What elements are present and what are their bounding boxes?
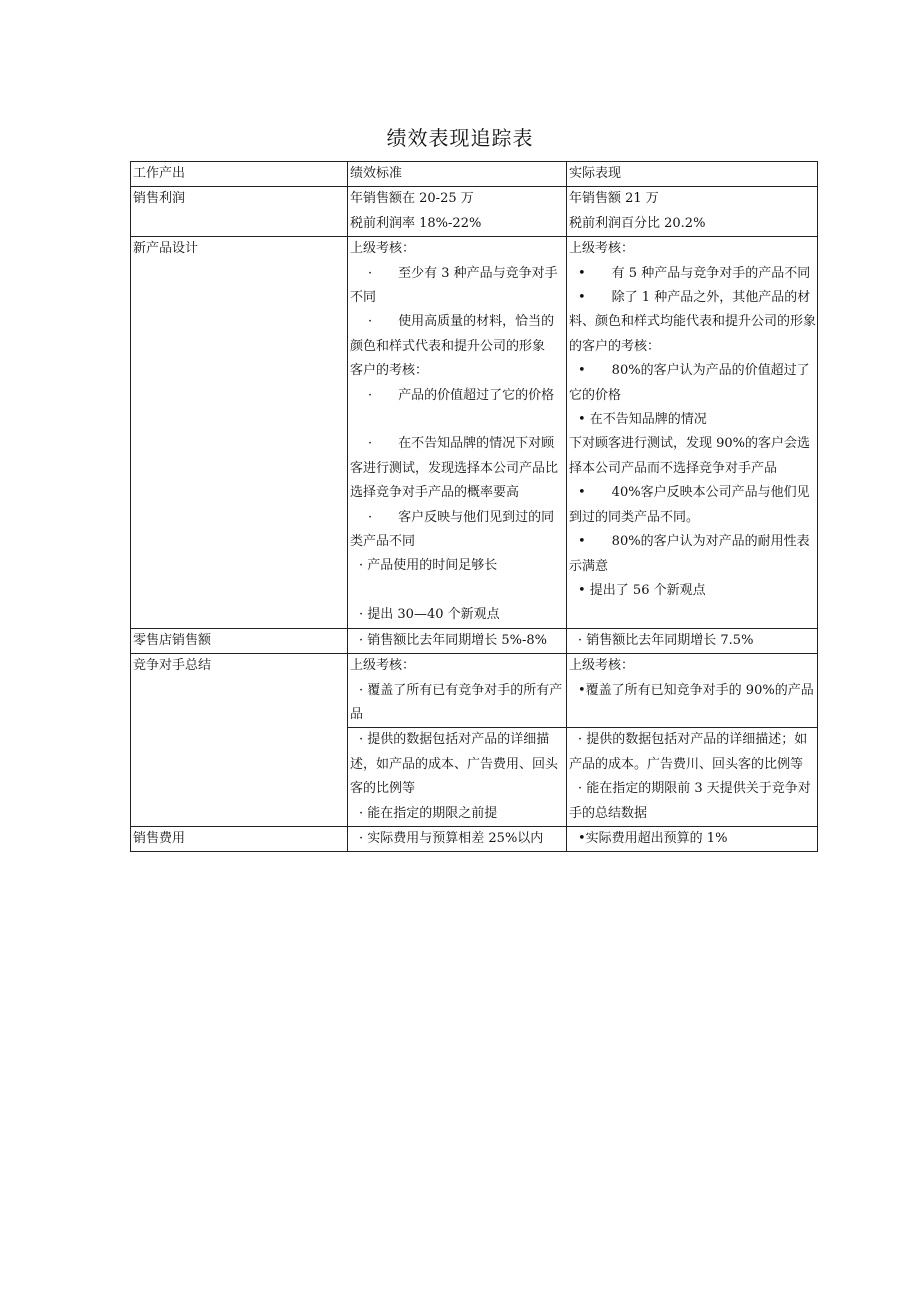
standard-bullet: · 使用高质量的材料，恰当的颜色和样式代表和提升公司的形象 (350, 314, 555, 354)
table-row-expense (131, 826, 818, 851)
actual-heading: 上级考核： (569, 658, 635, 674)
actual-bullet: • 有 5 种产品与竞争对手的产品不同 (578, 265, 811, 281)
standard-bullet: · 提出 30—40 个新观点 (359, 607, 500, 623)
standard-bullet: · 覆盖了所有已有竞争对手的所有产品 (350, 682, 563, 722)
actual-bullet: • 除了 1 种产品之外，其他产品的材料、颜色和样式均能代表和提升公司的形象的客户的考核： (569, 290, 817, 354)
standard-line: 年销售额在 20-25 万 (350, 191, 474, 207)
actual-line: 年销售额 21 万 (569, 191, 659, 207)
table-header-row (131, 162, 818, 187)
actual-line: 税前利润百分比 20.2% (569, 215, 706, 231)
standard-bullet: · 能在指定的期限之前提 (359, 805, 498, 821)
standard-heading: 上级考核： (350, 241, 416, 257)
actual-bullet: • 提出了 56 个新观点 (578, 582, 706, 598)
header-standard: 绩效标准 (348, 162, 567, 187)
cell-actual-competitor-b (567, 728, 818, 827)
actual-bullet: · 销售额比去年同期增长 7.5% (578, 632, 754, 648)
table-row-retail (131, 628, 818, 653)
cell-output-competitor: 竞争对手总结 (131, 654, 348, 827)
cell-actual-profit (567, 187, 818, 237)
table-row-design (131, 237, 818, 628)
cell-actual-design (567, 237, 818, 628)
performance-table (130, 161, 818, 852)
actual-bullet: · 提供的数据包括对产品的详细描述；如产品的成本。广告费川、回头客的比例等 (569, 732, 808, 772)
page-title: 绩效表现追踪表 (386, 126, 534, 150)
cell-actual-competitor-a (567, 654, 818, 728)
actual-text: 下对顾客进行测试，发现 90%的客户会选择本公司产品而不选择竞争对手产品 (569, 436, 811, 476)
standard-line: 税前利润率 18%-22% (350, 215, 482, 231)
cell-actual-expense (567, 826, 818, 851)
standard-heading: 上级考核： (350, 658, 416, 674)
spacer (350, 579, 565, 603)
cell-output-expense: 销售费用 (131, 826, 348, 851)
standard-bullet: · 至少有 3 种产品与竞争对手不同 (350, 265, 558, 306)
cell-standard-retail (348, 628, 567, 653)
actual-bullet: • 80%的客户认为产品的价值超过了它的价格 (569, 363, 810, 403)
actual-bullet: •实际费用超出预算的 1% (578, 830, 728, 846)
standard-bullet: · 客户反映与他们见到过的同类产品不同 (350, 509, 555, 550)
standard-bullet: · 产品的价值超过了它的价格 (368, 387, 555, 403)
cell-standard-expense (348, 826, 567, 851)
cell-actual-retail (567, 628, 818, 653)
table-row-competitor (131, 654, 818, 728)
standard-bullet: · 提供的数据包括对产品的详细描述，如产品的成本、广告费用、回头客的比例等 (350, 732, 559, 797)
cell-output-profit: 销售利润 (131, 187, 348, 237)
actual-bullet: • 80%的客户认为对产品的耐用性表示满意 (569, 534, 810, 574)
standard-bullet: · 销售额比去年同期增长 5%-8% (359, 632, 548, 648)
actual-bullet: • 40%客户反映本公司产品与他们见到过的同类产品不同。 (569, 485, 810, 525)
table-row-profit (131, 187, 818, 237)
cell-standard-competitor-a (348, 654, 567, 728)
actual-bullet: •覆盖了所有已知竞争对手的 90%的产品 (578, 682, 814, 698)
cell-standard-profit (348, 187, 567, 237)
cell-output-design: 新产品设计 (131, 237, 348, 628)
standard-heading: 客户的考核： (350, 363, 429, 379)
cell-standard-competitor-b (348, 728, 567, 827)
cell-output-retail: 零售店销售额 (131, 628, 348, 653)
spacer (350, 408, 565, 432)
header-actual: 实际表现 (567, 162, 818, 187)
actual-bullet: · 能在指定的期限前 3 天提供关于竞争对手的总结数据 (569, 781, 811, 821)
standard-bullet: · 在不告知品牌的情况下对顾客进行测试，发现选择本公司产品比选择竞争对手产品的概率要高 (350, 436, 559, 501)
actual-bullet: • 在不告知品牌的情况 (578, 412, 707, 428)
standard-bullet: · 实际费用与预算相差 25%以内 (359, 830, 544, 846)
standard-bullet: · 产品使用的时间足够长 (359, 558, 498, 574)
actual-heading: 上级考核： (569, 241, 635, 257)
header-output: 工作产出 (131, 162, 348, 187)
cell-standard-design (348, 237, 567, 628)
